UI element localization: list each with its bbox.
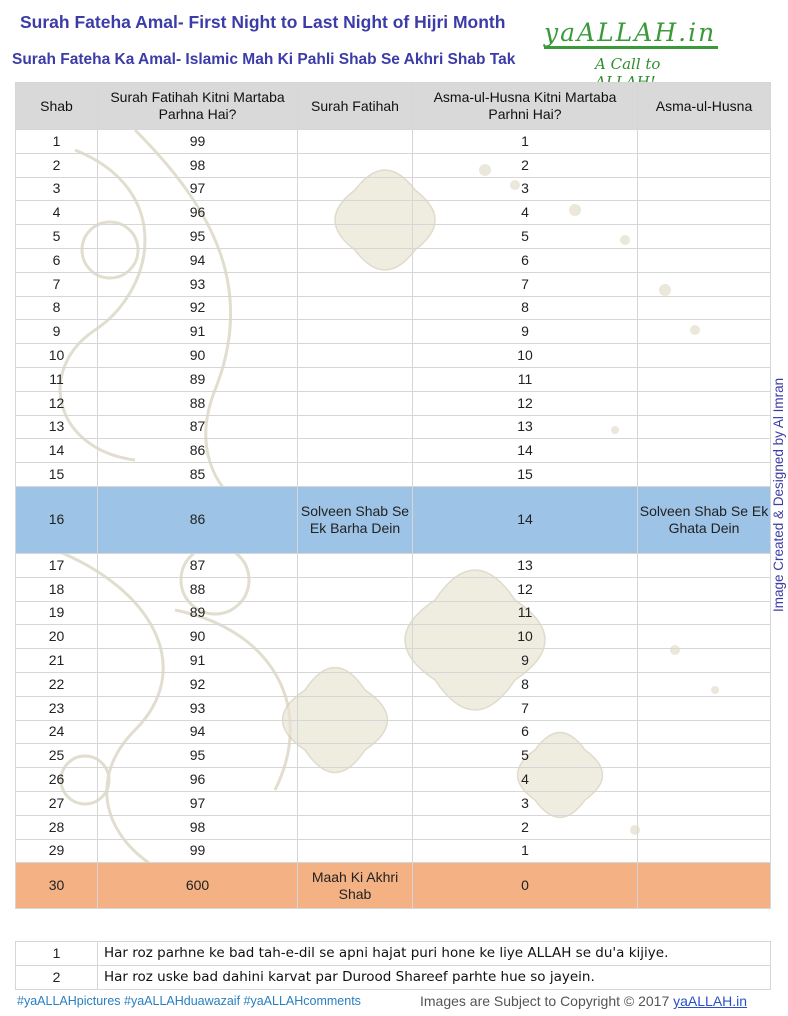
cell-shab: 29 [16,839,98,863]
cell-fatihah-count: 89 [98,601,298,625]
cell-fatihah-note [298,177,413,201]
cell-asma-note [638,201,771,225]
table-row [16,248,771,272]
cell-asma-count: 3 [413,791,638,815]
cell-shab: 19 [16,601,98,625]
cell-fatihah-count: 99 [98,839,298,863]
cell-fatihah-note [298,601,413,625]
cell-asma-count: 11 [413,601,638,625]
table-row [16,272,771,296]
cell-fatihah-note [298,625,413,649]
table-row [16,744,771,768]
cell-asma-note [638,344,771,368]
cell-asma-note [638,553,771,577]
table-header-row [16,83,771,130]
table-row [16,344,771,368]
table-row [16,415,771,439]
table-row [16,601,771,625]
table-row [16,577,771,601]
cell-asma-note [638,463,771,487]
cell-asma-note [638,625,771,649]
copyright-text: Images are Subject to Copyright © 2017 [420,993,674,1009]
cell-fatihah-count: 97 [98,791,298,815]
cell-fatihah-count: 93 [98,696,298,720]
cell-shab: 15 [16,463,98,487]
cell-shab: 17 [16,553,98,577]
cell-shab: 24 [16,720,98,744]
table-row [16,153,771,177]
cell-fatihah-count: 93 [98,272,298,296]
cell-asma-note [638,768,771,792]
cell-shab: 27 [16,791,98,815]
cell-fatihah-count: 98 [98,153,298,177]
cell-fatihah-count: 92 [98,672,298,696]
cell-asma-count: 8 [413,296,638,320]
cell-asma-count: 14 [413,486,638,553]
cell-asma-count: 5 [413,225,638,249]
cell-asma-count: 8 [413,672,638,696]
table-row [16,863,771,909]
cell-shab: 11 [16,367,98,391]
table-row [16,553,771,577]
note-number: 1 [16,942,98,966]
cell-shab: 2 [16,153,98,177]
table-row [16,439,771,463]
copyright [420,993,747,1009]
cell-asma-note [638,863,771,909]
column-header-asma-count: Asma-ul-Husna Kitni Martaba Parhni Hai? [413,83,638,130]
page-subtitle: Surah Fateha Ka Amal- Islamic Mah Ki Pahli Shab Se Akhri Shab Tak [12,51,516,68]
cell-fatihah-note [298,649,413,673]
cell-fatihah-count: 96 [98,768,298,792]
cell-fatihah-count: 86 [98,486,298,553]
cell-asma-note [638,296,771,320]
cell-fatihah-count: 88 [98,577,298,601]
column-header-fatihah: Surah Fatihah [298,83,413,130]
cell-asma-note [638,225,771,249]
cell-shab: 8 [16,296,98,320]
cell-asma-count: 6 [413,248,638,272]
cell-asma-count: 9 [413,320,638,344]
cell-asma-count: 11 [413,367,638,391]
cell-asma-count: 14 [413,439,638,463]
cell-fatihah-note [298,320,413,344]
table-row [16,672,771,696]
logo-wordmark: yaALLAH.in [544,18,717,47]
column-header-shab: Shab [16,83,98,130]
table-row [16,177,771,201]
cell-asma-count: 13 [413,415,638,439]
cell-fatihah-count: 90 [98,625,298,649]
cell-shab: 20 [16,625,98,649]
cell-asma-count: 12 [413,391,638,415]
cell-fatihah-count: 91 [98,320,298,344]
cell-asma-note [638,415,771,439]
cell-fatihah-note [298,439,413,463]
cell-fatihah-count: 86 [98,439,298,463]
notes-table [15,941,771,990]
cell-asma-note [638,744,771,768]
cell-asma-count: 4 [413,768,638,792]
cell-fatihah-count: 95 [98,744,298,768]
table-row [16,768,771,792]
cell-asma-note [638,577,771,601]
cell-asma-count: 7 [413,696,638,720]
cell-asma-count: 1 [413,130,638,154]
cell-asma-count: 6 [413,720,638,744]
cell-fatihah-note [298,672,413,696]
cell-shab: 9 [16,320,98,344]
cell-fatihah-note [298,839,413,863]
cell-asma-note [638,130,771,154]
cell-asma-note [638,839,771,863]
schedule-table-wrapper [15,82,770,909]
table-body [16,130,771,909]
cell-shab: 16 [16,486,98,553]
table-row [16,625,771,649]
column-header-fatihah-count: Surah Fatihah Kitni Martaba Parhna Hai? [98,83,298,130]
table-row [16,225,771,249]
cell-shab: 25 [16,744,98,768]
cell-fatihah-note [298,130,413,154]
cell-shab: 10 [16,344,98,368]
table-row [16,296,771,320]
cell-shab: 6 [16,248,98,272]
hashtags[interactable]: #yaALLAHpictures #yaALLAHduawazaif #yaALLAHcomments [17,994,361,1008]
cell-asma-count: 2 [413,815,638,839]
page-title: Surah Fateha Amal- First Night to Last Night of Hijri Month [20,12,506,32]
cell-asma-note [638,672,771,696]
table-row [16,720,771,744]
note-row [16,942,771,966]
cell-asma-count: 15 [413,463,638,487]
cell-fatihah-note [298,463,413,487]
cell-fatihah-count: 96 [98,201,298,225]
cell-fatihah-count: 88 [98,391,298,415]
cell-fatihah-note [298,344,413,368]
cell-fatihah-count: 98 [98,815,298,839]
table-row [16,130,771,154]
schedule-table [15,82,771,909]
cell-fatihah-count: 99 [98,130,298,154]
cell-fatihah-note [298,225,413,249]
cell-fatihah-count: 91 [98,649,298,673]
table-row [16,486,771,553]
cell-fatihah-count: 87 [98,553,298,577]
cell-shab: 3 [16,177,98,201]
cell-fatihah-note [298,577,413,601]
cell-shab: 30 [16,863,98,909]
cell-fatihah-count: 94 [98,248,298,272]
cell-fatihah-count: 94 [98,720,298,744]
table-row [16,839,771,863]
cell-fatihah-note: Solveen Shab Se Ek Barha Dein [298,486,413,553]
cell-fatihah-count: 87 [98,415,298,439]
cell-fatihah-note [298,791,413,815]
cell-asma-count: 12 [413,577,638,601]
cell-fatihah-note [298,720,413,744]
cell-fatihah-count: 92 [98,296,298,320]
cell-fatihah-note [298,272,413,296]
cell-fatihah-note [298,367,413,391]
cell-shab: 14 [16,439,98,463]
cell-asma-note [638,601,771,625]
cell-shab: 12 [16,391,98,415]
copyright-link[interactable]: yaALLAH.in [673,993,748,1009]
cell-asma-count: 3 [413,177,638,201]
cell-asma-note [638,649,771,673]
site-logo[interactable] [540,18,725,78]
table-row [16,696,771,720]
table-row [16,367,771,391]
column-header-asma: Asma-ul-Husna [638,83,771,130]
cell-shab: 5 [16,225,98,249]
cell-asma-note: Solveen Shab Se Ek Ghata Dein [638,486,771,553]
cell-asma-count: 4 [413,201,638,225]
cell-asma-count: 5 [413,744,638,768]
table-row [16,791,771,815]
table-row [16,649,771,673]
cell-asma-note [638,272,771,296]
cell-asma-note [638,439,771,463]
cell-shab: 7 [16,272,98,296]
note-row [16,966,771,990]
cell-fatihah-note [298,391,413,415]
cell-shab: 21 [16,649,98,673]
table-row [16,463,771,487]
table-row [16,201,771,225]
table-row [16,320,771,344]
cell-fatihah-count: 95 [98,225,298,249]
note-number: 2 [16,966,98,990]
cell-asma-count: 10 [413,625,638,649]
cell-fatihah-note [298,815,413,839]
cell-asma-count: 7 [413,272,638,296]
cell-asma-note [638,320,771,344]
note-text: Har roz uske bad dahini karvat par Durood Shareef parhte hue so jayein. [98,966,771,990]
note-text: Har roz parhne ke bad tah-e-dil se apni hajat puri hone ke liye ALLAH se du'a kijiye. [98,942,771,966]
cell-asma-count: 0 [413,863,638,909]
cell-fatihah-note [298,744,413,768]
cell-fatihah-note: Maah Ki Akhri Shab [298,863,413,909]
cell-fatihah-note [298,201,413,225]
cell-fatihah-note [298,696,413,720]
cell-shab: 28 [16,815,98,839]
cell-shab: 18 [16,577,98,601]
cell-asma-note [638,720,771,744]
logo-tagline: A Call to [595,55,661,73]
cell-asma-count: 10 [413,344,638,368]
cell-asma-note [638,815,771,839]
cell-fatihah-note [298,768,413,792]
table-row [16,391,771,415]
side-credit: Image Created & Designed by Al Imran [771,377,786,612]
cell-shab: 1 [16,130,98,154]
cell-shab: 23 [16,696,98,720]
cell-fatihah-count: 600 [98,863,298,909]
cell-fatihah-count: 89 [98,367,298,391]
cell-asma-note [638,248,771,272]
cell-fatihah-note [298,248,413,272]
cell-asma-note [638,367,771,391]
table-row [16,815,771,839]
cell-shab: 4 [16,201,98,225]
cell-asma-note [638,791,771,815]
cell-asma-note [638,177,771,201]
cell-fatihah-note [298,553,413,577]
cell-asma-note [638,153,771,177]
cell-asma-note [638,696,771,720]
cell-asma-count: 13 [413,553,638,577]
cell-asma-note [638,391,771,415]
cell-fatihah-note [298,415,413,439]
cell-shab: 13 [16,415,98,439]
cell-asma-count: 2 [413,153,638,177]
cell-shab: 22 [16,672,98,696]
cell-asma-count: 9 [413,649,638,673]
cell-asma-count: 1 [413,839,638,863]
cell-fatihah-count: 90 [98,344,298,368]
cell-fatihah-count: 85 [98,463,298,487]
cell-fatihah-note [298,153,413,177]
cell-fatihah-note [298,296,413,320]
cell-shab: 26 [16,768,98,792]
cell-fatihah-count: 97 [98,177,298,201]
